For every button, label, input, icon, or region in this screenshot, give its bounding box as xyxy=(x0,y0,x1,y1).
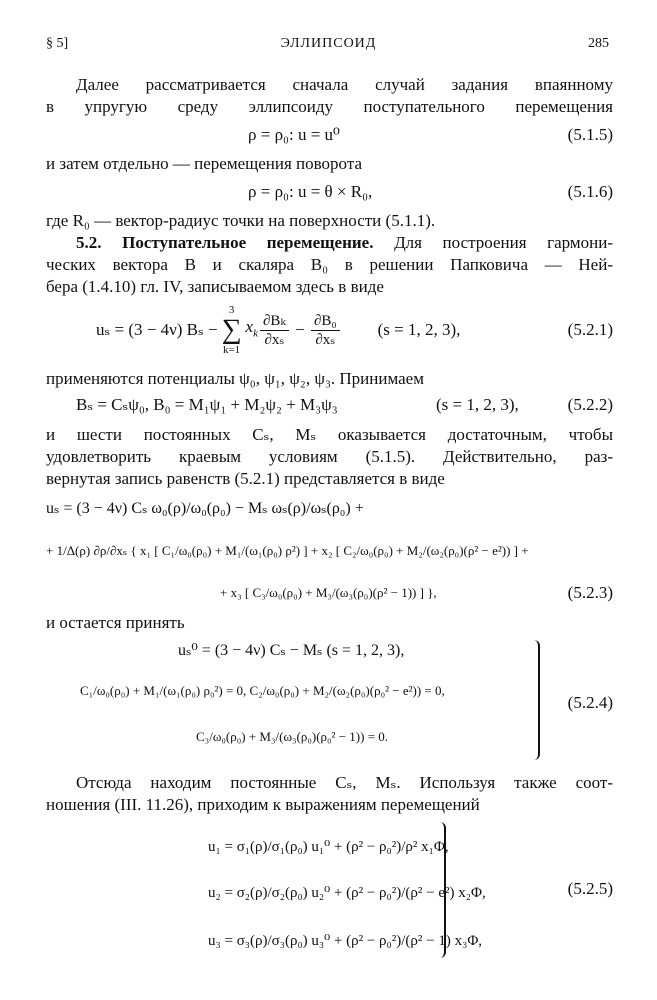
paragraph-line: и затем отдельно — перемещения поворота xyxy=(46,154,363,173)
equation-number: (5.2.3) xyxy=(567,583,613,602)
equation-condition: (s = 1, 2, 3), xyxy=(377,320,461,339)
equation-5-2-3-line-3: + x₃ [ C₃/ω₀(ρ₀) + M₃/(ω₃(ρ₀)(ρ² − 1)) ] }, xyxy=(220,585,437,600)
equation-number: (5.2.4) xyxy=(567,693,613,712)
fraction: $\frac{\text{∂B₀}}{\text{∂xₛ}}$ xyxy=(311,312,340,349)
equation-5-2-2: Bₛ = Cₛψ₀, B₀ = M₁ψ₁ + M₂ψ₂ + M₃ψ₃ xyxy=(76,395,338,414)
paragraph-line: ношения (III. 11.26), приходим к выражениям перемещений xyxy=(46,795,480,814)
equation-condition: (s = 1, 2, 3), xyxy=(436,395,519,414)
equation-5-2-4-line-1: uₛ⁰ = (3 − 4ν) Cₛ − Mₛ (s = 1, 2, 3), xyxy=(178,642,405,659)
right-brace-icon xyxy=(528,640,540,760)
summation xyxy=(222,304,242,356)
paragraph-line: где R₀ — вектор-радиус точки на поверхности (5.1.1). xyxy=(46,211,436,230)
section-marker: § 5] xyxy=(46,36,69,51)
paragraph-text: Для построения гармони- xyxy=(373,233,614,252)
fraction: $\frac{\text{∂Bₖ}}{\text{∂xₛ}}$ xyxy=(260,312,289,349)
paragraph-line: применяются потенциалы ψ₀, ψ₁, ψ₂, ψ₃. Принимаем xyxy=(46,369,424,388)
equation-lhs: uₛ = (3 − 4ν) Bₛ − xyxy=(96,320,218,339)
equation-5-2-3-line-1: uₛ = (3 − 4ν) Cₛ ω₀(ρ)/ω₀(ρ₀) − Mₛ ωₛ(ρ)/ωₛ(ρ₀) + xyxy=(46,500,364,517)
equation-5-2-5-line-1: u₁ = σ₁(ρ)/σ₁(ρ₀) u₁⁰ + (ρ² − ρ₀²)/ρ² x₁Φ, xyxy=(208,839,449,855)
sum-lower-limit: k=1 xyxy=(222,344,241,356)
paragraph-line: в упругую среду эллипсоиду поступательного перемещения xyxy=(46,97,613,116)
equation-5-2-1: uₛ = (3 − 4ν) Bₛ − 3 ∑ k=1 $x_k$ $\frac{\text{∂Bₖ}}{\text{∂xₛ}}$ − $\frac{\text{∂B₀}}{\text{∂xₛ}}$ (s = 1, 2, 3), xyxy=(96,304,461,356)
equation-number: (5.2.2) xyxy=(567,395,613,414)
equation-5-1-5: ρ = ρ₀: u = u⁰ xyxy=(248,125,340,144)
equation-5-2-3-line-2: + 1/Δ(ρ) ∂ρ/∂xₛ { x₁ [ C₁/ω₀(ρ₀) + M₁/(ω₁(ρ₀) ρ²) ] + x₂ [ C₂/ω₀(ρ₀) + M₂/(ω₂(ρ₀)(ρ² − e²)) ] + xyxy=(46,543,529,558)
equation-number: (5.1.5) xyxy=(567,125,613,144)
section-heading: 5.2. Поступательное перемещение. xyxy=(76,233,374,252)
equation-5-2-4-line-3: C₃/ω₀(ρ₀) + M₃/(ω₃(ρ₀)(ρ₀² − 1)) = 0. xyxy=(196,729,389,744)
equation-number: (5.2.1) xyxy=(567,320,613,339)
page-number: 285 xyxy=(588,36,609,51)
paragraph-line: Далее рассматривается сначала случай задания впаянному xyxy=(76,75,613,94)
equation-5-2-5-line-3: u₃ = σ₃(ρ)/σ₃(ρ₀) u₃⁰ + (ρ² − ρ₀²)/(ρ² − 1) x₃Φ, xyxy=(208,933,483,949)
paragraph-line: ческих вектора B и скаляра B₀ в решении Папковича — Ней- xyxy=(46,255,613,274)
paragraph-line: вернутая запись равенств (5.2.1) представляется в виде xyxy=(46,469,445,488)
equation-5-2-5-line-2: u₂ = σ₂(ρ)/σ₂(ρ₀) u₂⁰ + (ρ² − ρ₀²)/(ρ² − e²) x₂Φ, xyxy=(208,885,486,901)
sum-upper-limit: 3 xyxy=(228,304,235,316)
equation-number: (5.2.5) xyxy=(567,879,613,898)
paragraph-line: Отсюда находим постоянные Cₛ, Mₛ. Используя также соот- xyxy=(76,773,613,792)
paragraph-line: удовлетворить краевым условиям (5.1.5). Действительно, раз- xyxy=(46,447,613,466)
equation-5-1-6: ρ = ρ₀: u = θ × R₀, xyxy=(248,182,373,201)
sigma-icon: ∑ xyxy=(221,314,242,345)
equation-number: (5.1.6) xyxy=(567,182,613,201)
paragraph-line: и остается принять xyxy=(46,613,185,632)
running-title: ЭЛЛИПСОИД xyxy=(280,36,377,51)
paragraph-line: бера (1.4.10) гл. IV, записываемом здесь в виде xyxy=(46,277,384,296)
paragraph-line xyxy=(46,232,613,254)
equation-5-2-4-line-2: C₁/ω₀(ρ₀) + M₁/(ω₁(ρ₀) ρ₀²) = 0, C₂/ω₀(ρ₀) + M₂/(ω₂(ρ₀)(ρ₀² − e²)) = 0, xyxy=(80,683,445,698)
paragraph-line: и шести постоянных Cₛ, Mₛ оказывается достаточным, чтобы xyxy=(46,425,613,444)
right-brace-icon xyxy=(434,822,446,958)
